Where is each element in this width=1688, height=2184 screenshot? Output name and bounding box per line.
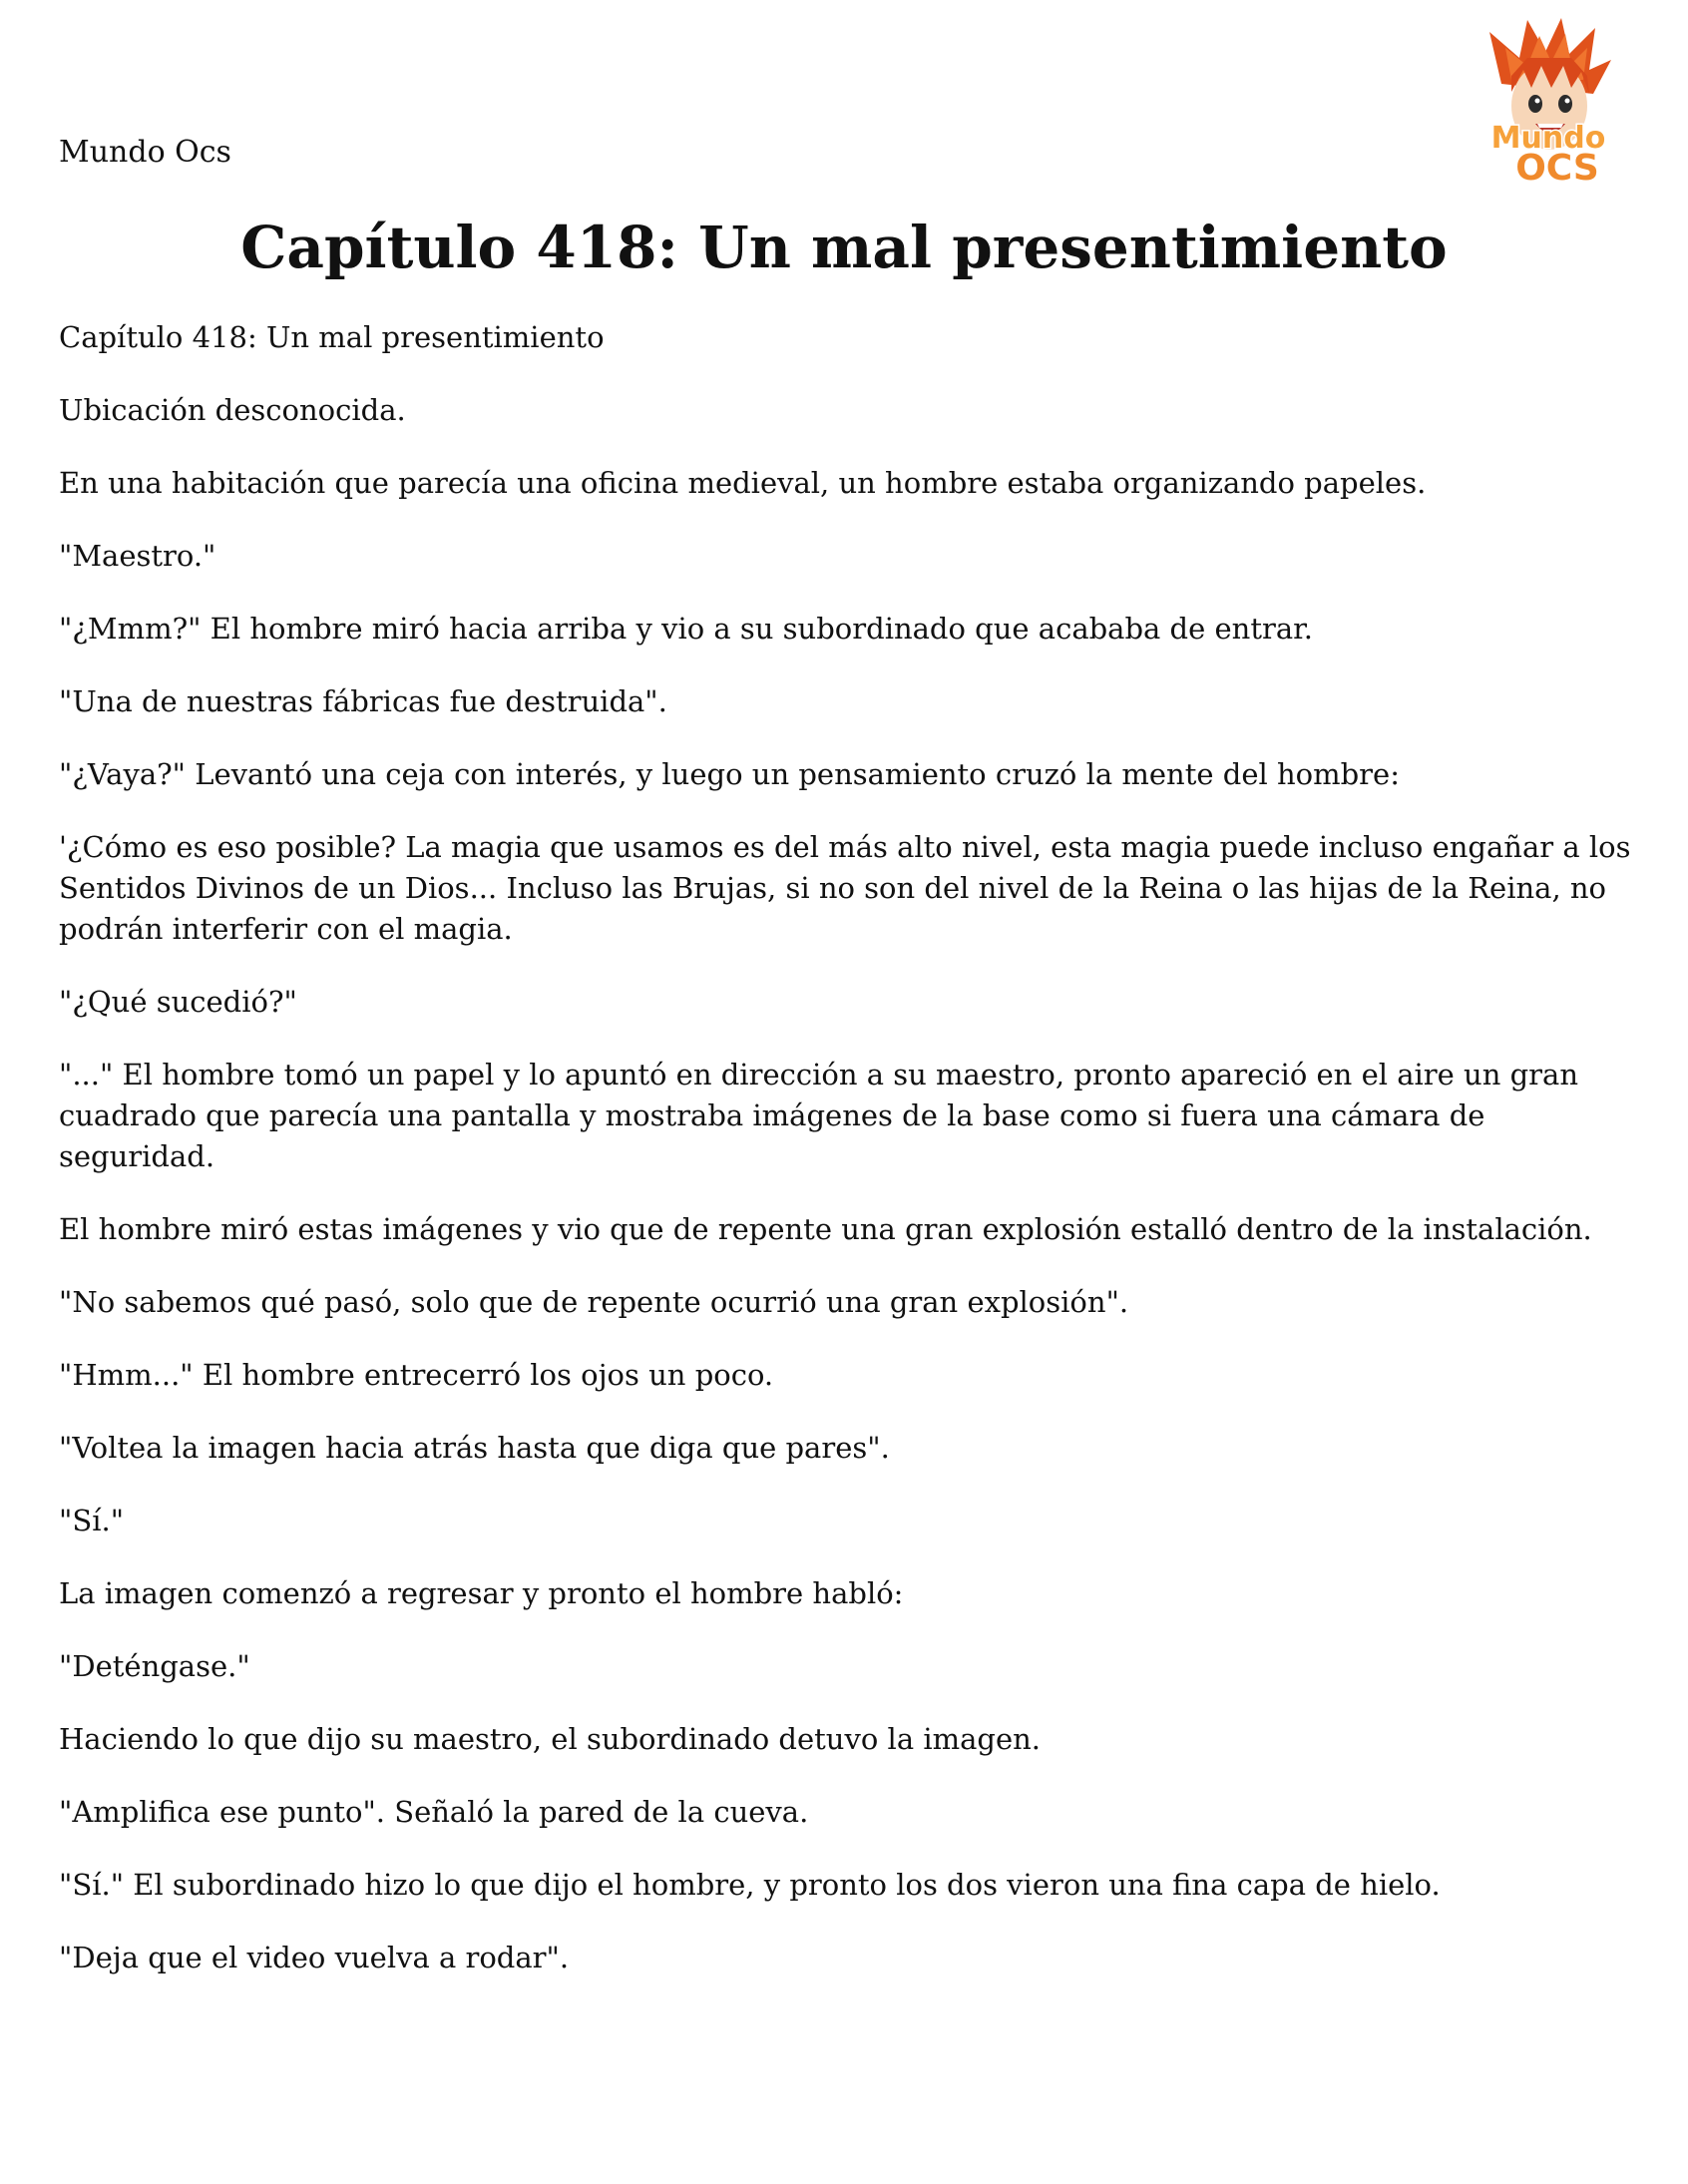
paragraph: "No sabemos qué pasó, solo que de repente ocurrió una gran explosión". [59,1285,1129,1319]
paragraph: "Una de nuestras fábricas fue destruida". [59,684,667,718]
paragraph: Haciendo lo que dijo su maestro, el subordinado detuvo la imagen. [59,1722,1042,1756]
paragraph: "¿Mmm?" El hombre miró hacia arriba y vio a su subordinado que acababa de entrar. [59,612,1314,646]
paragraph: "Hmm..." El hombre entrecerró los ojos un poco. [59,1358,774,1392]
paragraph: En una habitación que parecía una oficina medieval, un hombre estaba organizando papeles. [59,466,1427,500]
paragraph: Ubicación desconocida. [59,393,406,427]
paragraph: "Deténgase." [59,1649,250,1683]
logo-text-bottom: OCS [1515,148,1599,184]
paragraph: "¿Qué sucedió?" [59,985,297,1019]
anime-avatar-logo-icon [1462,14,1636,184]
paragraph: '¿Cómo es eso posible? La magia que usamos es del más alto nivel, esta magia puede incluso engañar a los Sentidos Divinos de un Dios... Incluso las Brujas, si no son del nivel de la Reina o las hijas de la Reina, no podrán interferir con el magia. [59,830,1631,946]
paragraph: "..." El hombre tomó un papel y lo apuntó en dirección a su maestro, pronto apareció en el aire un gran cuadrado que parecía una pantalla y mostraba imágenes de la base como si fuera una cámara de seguridad. [59,1058,1578,1173]
paragraph: "Sí." El subordinado hizo lo que dijo el hombre, y pronto los dos vieron una fina capa de hielo. [59,1868,1441,1902]
logo-text-top: Mundo [1490,121,1606,156]
chapter-title: Capítulo 418: Un mal presentimiento [240,214,1448,281]
paragraph: "Deja que el video vuelva a rodar". [59,1941,570,1974]
site-name: Mundo Ocs [59,135,231,170]
paragraph: El hombre miró estas imágenes y vio que de repente una gran explosión estalló dentro de la instalación. [59,1212,1592,1246]
paragraph: "Voltea la imagen hacia atrás hasta que diga que pares". [59,1431,890,1465]
paragraph: La imagen comenzó a regresar y pronto el hombre habló: [59,1576,904,1610]
mundo-ocs-logo [1462,14,1636,184]
chapter-body [59,317,1645,2010]
paragraph: "Sí." [59,1504,125,1537]
paragraph: "Maestro." [59,539,216,573]
paragraph: Capítulo 418: Un mal presentimiento [59,320,605,354]
paragraph: "Amplifica ese punto". Señaló la pared de la cueva. [59,1795,809,1829]
paragraph: "¿Vaya?" Levantó una ceja con interés, y luego un pensamiento cruzó la mente del hombre: [59,757,1400,791]
